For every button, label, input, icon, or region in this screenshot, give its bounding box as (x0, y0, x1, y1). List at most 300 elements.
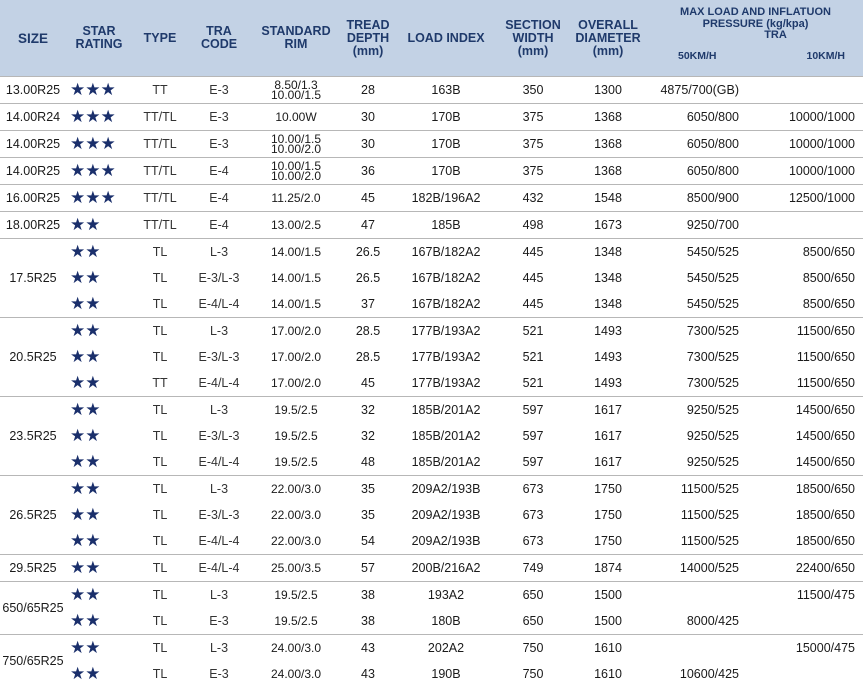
load-50kmh-cell: 5450/525 (648, 265, 743, 291)
load-50kmh-cell: 11500/525 (648, 528, 743, 555)
tra-code-cell: E-3 (188, 608, 250, 635)
load-index-cell: 167B/182A2 (394, 239, 498, 266)
type-cell: TL (132, 661, 188, 687)
section-width-cell: 673 (498, 528, 568, 555)
table-row (0, 344, 863, 370)
load-index-cell: 193A2 (394, 582, 498, 609)
load-index-cell: 185B/201A2 (394, 449, 498, 476)
star-rating-cell: ★★ (66, 397, 132, 424)
rim-line: 10.00/1.5 (250, 134, 342, 145)
section-width-cell: 750 (498, 635, 568, 662)
load-50kmh-cell: 9250/525 (648, 449, 743, 476)
tra-code-cell: L-3 (188, 582, 250, 609)
tread-depth-cell: 32 (342, 397, 394, 424)
overall-diameter-cell: 1617 (568, 423, 648, 449)
header-star-rating: STAR RATING (66, 0, 132, 77)
rim-line: 17.00/2.0 (250, 326, 342, 337)
load-50kmh-cell: 4875/700(GB) (648, 77, 743, 104)
header-tread-depth: TREAD DEPTH (mm) (342, 0, 394, 77)
header-row (0, 0, 863, 77)
load-10kmh-cell: 15000/475 (743, 635, 863, 662)
header-speed-10: 10KM/H (806, 51, 845, 63)
type-cell: TL (132, 397, 188, 424)
load-index-cell: 180B (394, 608, 498, 635)
load-10kmh-cell: 18500/650 (743, 502, 863, 528)
load-index-cell: 170B (394, 131, 498, 158)
overall-diameter-cell: 1493 (568, 370, 648, 397)
section-width-cell: 445 (498, 291, 568, 318)
table-row (0, 528, 863, 555)
overall-diameter-cell: 1617 (568, 449, 648, 476)
rim-cell (250, 502, 342, 528)
load-10kmh-cell: 12500/1000 (743, 185, 863, 212)
tread-depth-cell: 38 (342, 608, 394, 635)
tra-code-cell: L-3 (188, 635, 250, 662)
section-width-cell: 521 (498, 370, 568, 397)
table-row (0, 212, 863, 239)
load-10kmh-cell (743, 77, 863, 104)
load-10kmh-cell: 18500/650 (743, 476, 863, 503)
tra-code-cell: L-3 (188, 318, 250, 345)
star-rating-cell: ★★ (66, 555, 132, 582)
load-50kmh-cell: 11500/525 (648, 476, 743, 503)
tra-code-cell: E-3 (188, 661, 250, 687)
tread-depth-cell: 43 (342, 661, 394, 687)
load-10kmh-cell (743, 608, 863, 635)
rim-line: 19.5/2.5 (250, 457, 342, 468)
load-10kmh-cell: 14500/650 (743, 397, 863, 424)
section-width-cell: 375 (498, 131, 568, 158)
load-50kmh-cell: 7300/525 (648, 318, 743, 345)
load-50kmh-cell: 10600/425 (648, 661, 743, 687)
star-rating-cell: ★★ (66, 449, 132, 476)
tread-depth-cell: 45 (342, 370, 394, 397)
table-row (0, 318, 863, 345)
load-index-cell: 209A2/193B (394, 528, 498, 555)
overall-diameter-cell: 1610 (568, 635, 648, 662)
load-index-cell: 202A2 (394, 635, 498, 662)
header-size: SIZE (0, 0, 66, 77)
load-50kmh-cell: 9250/700 (648, 212, 743, 239)
tread-depth-cell: 28.5 (342, 318, 394, 345)
load-50kmh-cell: 14000/525 (648, 555, 743, 582)
star-rating-cell: ★★★ (66, 77, 132, 104)
tra-code-cell: E-3/L-3 (188, 344, 250, 370)
load-index-cell: 190B (394, 661, 498, 687)
load-50kmh-cell (648, 582, 743, 609)
overall-diameter-cell: 1493 (568, 344, 648, 370)
load-index-cell: 177B/193A2 (394, 344, 498, 370)
load-index-cell: 185B/201A2 (394, 397, 498, 424)
type-cell: TL (132, 239, 188, 266)
type-cell: TL (132, 344, 188, 370)
tra-code-cell: E-3/L-3 (188, 265, 250, 291)
rim-line: 19.5/2.5 (250, 431, 342, 442)
table-row (0, 582, 863, 609)
type-cell: TL (132, 449, 188, 476)
type-cell: TT/TL (132, 185, 188, 212)
tra-code-cell: E-3/L-3 (188, 502, 250, 528)
table-body (0, 77, 863, 687)
tread-depth-cell: 45 (342, 185, 394, 212)
star-rating-cell: ★★★ (66, 185, 132, 212)
load-50kmh-cell (648, 635, 743, 662)
tread-depth-cell: 35 (342, 476, 394, 503)
load-index-cell: 182B/196A2 (394, 185, 498, 212)
overall-diameter-cell: 1750 (568, 476, 648, 503)
rim-line: 24.00/3.0 (250, 643, 342, 654)
rim-line: 17.00/2.0 (250, 352, 342, 363)
tra-code-cell: E-3 (188, 131, 250, 158)
tread-depth-cell: 38 (342, 582, 394, 609)
section-width-cell: 650 (498, 582, 568, 609)
star-rating-cell: ★★ (66, 608, 132, 635)
tread-depth-cell: 37 (342, 291, 394, 318)
size-cell: 17.5R25 (0, 239, 66, 318)
rim-cell (250, 476, 342, 503)
table-row (0, 449, 863, 476)
overall-diameter-cell: 1750 (568, 528, 648, 555)
rim-cell (250, 397, 342, 424)
size-cell: 20.5R25 (0, 318, 66, 397)
rim-line: 17.00/2.0 (250, 378, 342, 389)
header-section-width: SECTION WIDTH (mm) (498, 0, 568, 77)
section-width-cell: 597 (498, 449, 568, 476)
tra-code-cell: L-3 (188, 239, 250, 266)
type-cell: TL (132, 502, 188, 528)
tread-depth-cell: 30 (342, 131, 394, 158)
star-rating-cell: ★★ (66, 635, 132, 662)
overall-diameter-cell: 1493 (568, 318, 648, 345)
tread-depth-cell: 32 (342, 423, 394, 449)
type-cell: TT (132, 370, 188, 397)
table-row (0, 423, 863, 449)
size-cell: 750/65R25 (0, 635, 66, 687)
size-cell: 18.00R25 (0, 212, 66, 239)
tread-depth-cell: 47 (342, 212, 394, 239)
rim-line: 14.00/1.5 (250, 299, 342, 310)
overall-diameter-cell: 1300 (568, 77, 648, 104)
section-width-cell: 749 (498, 555, 568, 582)
star-rating-cell: ★★ (66, 476, 132, 503)
header-speed-50: 50KM/H (678, 51, 717, 63)
load-50kmh-cell: 6050/800 (648, 131, 743, 158)
tra-code-cell: E-4/L-4 (188, 291, 250, 318)
section-width-cell: 597 (498, 423, 568, 449)
rim-line: 8.50/1.3 (250, 80, 342, 91)
overall-diameter-cell: 1348 (568, 239, 648, 266)
size-cell: 13.00R25 (0, 77, 66, 104)
load-50kmh-cell: 8000/425 (648, 608, 743, 635)
size-cell: 26.5R25 (0, 476, 66, 555)
table-row (0, 77, 863, 104)
type-cell: TL (132, 608, 188, 635)
section-width-cell: 375 (498, 158, 568, 185)
load-index-cell: 170B (394, 158, 498, 185)
rim-line: 14.00/1.5 (250, 247, 342, 258)
rim-cell (250, 635, 342, 662)
tra-code-cell: E-4/L-4 (188, 528, 250, 555)
overall-diameter-cell: 1673 (568, 212, 648, 239)
rim-line: 10.00/2.0 (250, 144, 342, 155)
type-cell: TL (132, 555, 188, 582)
table-row (0, 635, 863, 662)
rim-cell (250, 239, 342, 266)
load-10kmh-cell: 22400/650 (743, 555, 863, 582)
type-cell: TL (132, 291, 188, 318)
overall-diameter-cell: 1348 (568, 291, 648, 318)
size-cell: 14.00R25 (0, 131, 66, 158)
section-width-cell: 498 (498, 212, 568, 239)
table-row (0, 502, 863, 528)
type-cell: TL (132, 265, 188, 291)
type-cell: TL (132, 476, 188, 503)
load-index-cell: 185B (394, 212, 498, 239)
rim-cell (250, 77, 342, 104)
section-width-cell: 597 (498, 397, 568, 424)
load-10kmh-cell: 11500/650 (743, 344, 863, 370)
load-50kmh-cell: 9250/525 (648, 423, 743, 449)
rim-cell (250, 661, 342, 687)
load-10kmh-cell: 11500/650 (743, 318, 863, 345)
rim-line: 13.00/2.5 (250, 220, 342, 231)
size-cell: 23.5R25 (0, 397, 66, 476)
rim-cell (250, 582, 342, 609)
rim-cell (250, 608, 342, 635)
tread-depth-cell: 26.5 (342, 239, 394, 266)
rim-line: 10.00/1.5 (250, 161, 342, 172)
tread-depth-cell: 28.5 (342, 344, 394, 370)
table-row (0, 265, 863, 291)
tread-depth-cell: 48 (342, 449, 394, 476)
table-row (0, 185, 863, 212)
rim-line: 11.25/2.0 (250, 193, 342, 204)
size-cell: 29.5R25 (0, 555, 66, 582)
type-cell: TL (132, 318, 188, 345)
star-rating-cell: ★★ (66, 423, 132, 449)
overall-diameter-cell: 1368 (568, 131, 648, 158)
rim-cell (250, 555, 342, 582)
rim-line: 19.5/2.5 (250, 616, 342, 627)
rim-cell (250, 449, 342, 476)
rim-cell (250, 131, 342, 158)
type-cell: TL (132, 582, 188, 609)
rim-cell (250, 423, 342, 449)
header-standard-rim: STANDARD RIM (250, 0, 342, 77)
table-row (0, 397, 863, 424)
tra-code-cell: E-4/L-4 (188, 370, 250, 397)
overall-diameter-cell: 1348 (568, 265, 648, 291)
star-rating-cell: ★★ (66, 318, 132, 345)
tread-depth-cell: 36 (342, 158, 394, 185)
section-width-cell: 375 (498, 104, 568, 131)
overall-diameter-cell: 1750 (568, 502, 648, 528)
star-rating-cell: ★★★ (66, 104, 132, 131)
header-overall-diameter: OVERALL DIAMETER (mm) (568, 0, 648, 77)
rim-cell (250, 104, 342, 131)
load-index-cell: 209A2/193B (394, 476, 498, 503)
rim-cell (250, 265, 342, 291)
tra-code-cell: E-4/L-4 (188, 449, 250, 476)
section-width-cell: 673 (498, 502, 568, 528)
overall-diameter-cell: 1617 (568, 397, 648, 424)
tra-code-cell: E-4 (188, 185, 250, 212)
overall-diameter-cell: 1368 (568, 104, 648, 131)
load-10kmh-cell (743, 661, 863, 687)
section-width-cell: 750 (498, 661, 568, 687)
rim-cell (250, 185, 342, 212)
rim-cell (250, 370, 342, 397)
type-cell: TL (132, 635, 188, 662)
star-rating-cell: ★★ (66, 265, 132, 291)
load-10kmh-cell: 14500/650 (743, 423, 863, 449)
section-width-cell: 445 (498, 239, 568, 266)
rim-line: 10.00/1.5 (250, 90, 342, 101)
load-index-cell: 200B/216A2 (394, 555, 498, 582)
section-width-cell: 350 (498, 77, 568, 104)
star-rating-cell: ★★ (66, 212, 132, 239)
rim-line: 22.00/3.0 (250, 510, 342, 521)
load-10kmh-cell: 18500/650 (743, 528, 863, 555)
rim-cell (250, 291, 342, 318)
tread-depth-cell: 35 (342, 502, 394, 528)
rim-line: 14.00/1.5 (250, 273, 342, 284)
star-rating-cell: ★★★ (66, 158, 132, 185)
tread-depth-cell: 30 (342, 104, 394, 131)
table-row (0, 608, 863, 635)
table-row (0, 104, 863, 131)
header-max-load: MAX LOAD AND INFLATUON PRESSURE (kg/kpa) TRA 50KM/H 10KM/H (648, 0, 863, 77)
section-width-cell: 445 (498, 265, 568, 291)
tra-code-cell: E-3 (188, 77, 250, 104)
type-cell: TL (132, 423, 188, 449)
overall-diameter-cell: 1610 (568, 661, 648, 687)
load-10kmh-cell: 11500/475 (743, 582, 863, 609)
tra-code-cell: E-3 (188, 104, 250, 131)
rim-line: 22.00/3.0 (250, 536, 342, 547)
rim-line: 22.00/3.0 (250, 484, 342, 495)
type-cell: TL (132, 528, 188, 555)
load-50kmh-cell: 5450/525 (648, 291, 743, 318)
star-rating-cell: ★★ (66, 291, 132, 318)
load-index-cell: 170B (394, 104, 498, 131)
tra-code-cell: L-3 (188, 397, 250, 424)
type-cell: TT/TL (132, 158, 188, 185)
table-row (0, 239, 863, 266)
section-width-cell: 673 (498, 476, 568, 503)
type-cell: TT/TL (132, 104, 188, 131)
load-50kmh-cell: 6050/800 (648, 104, 743, 131)
header-tra-code: TRA CODE (188, 0, 250, 77)
load-10kmh-cell: 10000/1000 (743, 104, 863, 131)
type-cell: TT/TL (132, 131, 188, 158)
tra-code-cell: L-3 (188, 476, 250, 503)
tread-depth-cell: 28 (342, 77, 394, 104)
load-10kmh-cell: 8500/650 (743, 291, 863, 318)
load-10kmh-cell: 8500/650 (743, 265, 863, 291)
tra-code-cell: E-4 (188, 212, 250, 239)
load-50kmh-cell: 9250/525 (648, 397, 743, 424)
header-type: TYPE (132, 0, 188, 77)
load-50kmh-cell: 7300/525 (648, 370, 743, 397)
load-10kmh-cell: 8500/650 (743, 239, 863, 266)
tra-code-cell: E-4/L-4 (188, 555, 250, 582)
overall-diameter-cell: 1368 (568, 158, 648, 185)
load-50kmh-cell: 6050/800 (648, 158, 743, 185)
load-10kmh-cell (743, 212, 863, 239)
load-50kmh-cell: 7300/525 (648, 344, 743, 370)
table-row (0, 555, 863, 582)
rim-line: 19.5/2.5 (250, 590, 342, 601)
section-width-cell: 521 (498, 344, 568, 370)
rim-line: 24.00/3.0 (250, 669, 342, 680)
table-row (0, 370, 863, 397)
star-rating-cell: ★★★ (66, 131, 132, 158)
rim-cell (250, 158, 342, 185)
size-cell: 16.00R25 (0, 185, 66, 212)
load-50kmh-cell: 5450/525 (648, 239, 743, 266)
tread-depth-cell: 26.5 (342, 265, 394, 291)
overall-diameter-cell: 1500 (568, 582, 648, 609)
header-load-index: LOAD INDEX (394, 0, 498, 77)
size-cell: 14.00R25 (0, 158, 66, 185)
star-rating-cell: ★★ (66, 582, 132, 609)
table-row (0, 131, 863, 158)
star-rating-cell: ★★ (66, 528, 132, 555)
star-rating-cell: ★★ (66, 239, 132, 266)
overall-diameter-cell: 1874 (568, 555, 648, 582)
star-rating-cell: ★★ (66, 661, 132, 687)
table-row (0, 476, 863, 503)
table-row (0, 661, 863, 687)
load-index-cell: 209A2/193B (394, 502, 498, 528)
size-cell: 650/65R25 (0, 582, 66, 635)
star-rating-cell: ★★ (66, 502, 132, 528)
tread-depth-cell: 57 (342, 555, 394, 582)
rim-line: 10.00W (250, 112, 342, 123)
load-index-cell: 185B/201A2 (394, 423, 498, 449)
load-index-cell: 177B/193A2 (394, 318, 498, 345)
table-row (0, 158, 863, 185)
rim-line: 25.00/3.5 (250, 563, 342, 574)
tread-depth-cell: 43 (342, 635, 394, 662)
tra-code-cell: E-3/L-3 (188, 423, 250, 449)
star-rating-cell: ★★ (66, 344, 132, 370)
rim-cell (250, 528, 342, 555)
rim-line: 10.00/2.0 (250, 171, 342, 182)
tread-depth-cell: 54 (342, 528, 394, 555)
table-row (0, 291, 863, 318)
rim-cell (250, 318, 342, 345)
overall-diameter-cell: 1500 (568, 608, 648, 635)
load-index-cell: 167B/182A2 (394, 291, 498, 318)
rim-line: 19.5/2.5 (250, 405, 342, 416)
load-10kmh-cell: 11500/650 (743, 370, 863, 397)
load-50kmh-cell: 8500/900 (648, 185, 743, 212)
star-rating-cell: ★★ (66, 370, 132, 397)
type-cell: TT (132, 77, 188, 104)
load-index-cell: 177B/193A2 (394, 370, 498, 397)
type-cell: TT/TL (132, 212, 188, 239)
size-cell: 14.00R24 (0, 104, 66, 131)
load-10kmh-cell: 10000/1000 (743, 131, 863, 158)
section-width-cell: 521 (498, 318, 568, 345)
section-width-cell: 650 (498, 608, 568, 635)
load-index-cell: 163B (394, 77, 498, 104)
overall-diameter-cell: 1548 (568, 185, 648, 212)
load-10kmh-cell: 10000/1000 (743, 158, 863, 185)
load-10kmh-cell: 14500/650 (743, 449, 863, 476)
